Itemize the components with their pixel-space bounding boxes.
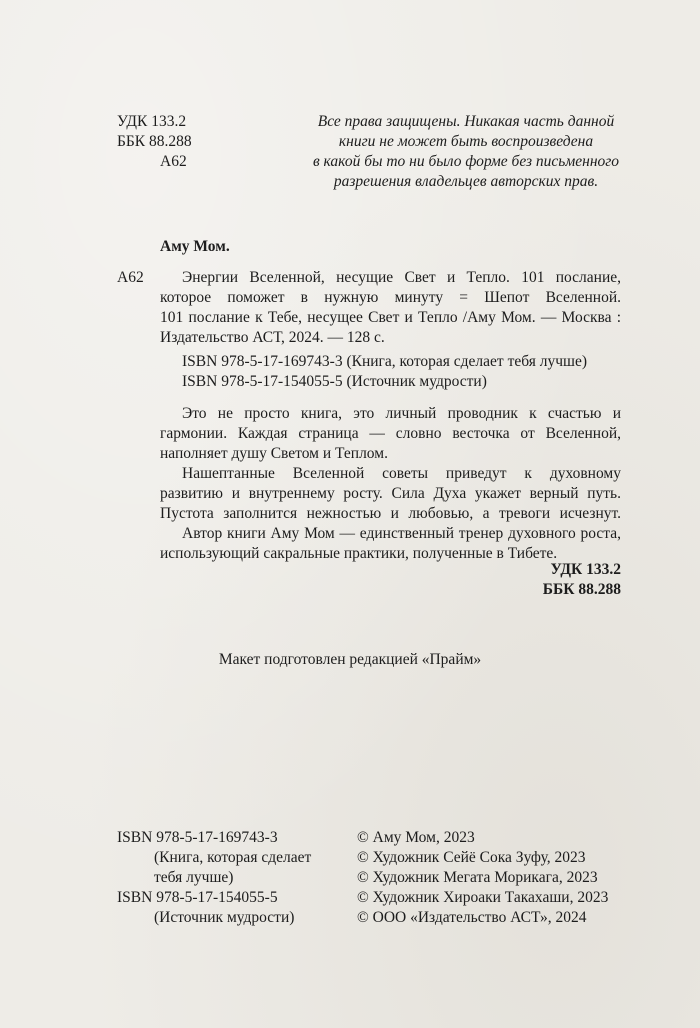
udk-top: УДК 133.2 xyxy=(117,113,187,130)
description-line: Издательство АСТ, 2024. — 128 с. xyxy=(160,329,385,346)
rights-notice-line: книги не может быть воспроизведена xyxy=(338,133,594,150)
bottom-isbn-line: ISBN 978-5-17-169743-3 xyxy=(117,829,278,846)
annotation-line: Автор книги Аму Мом — единственный тренер духовного роста, xyxy=(182,525,621,542)
annotation-line: Нашептанные Вселенной советы приведут к духовному xyxy=(182,465,621,482)
annotation xyxy=(160,404,621,564)
description-line: которое поможет в нужную минуту = Шепот Вселенной. xyxy=(160,289,621,306)
isbn-line: ISBN 978-5-17-154055-5 (Источник мудрости) xyxy=(182,373,487,390)
copyright-line: © ООО «Издательство АСТ», 2024 xyxy=(357,909,587,926)
copyright-line: © Художник Сейё Сока Зуфу, 2023 xyxy=(357,849,586,866)
copyright-line: © Аму Мом, 2023 xyxy=(357,829,475,846)
bottom-isbn-line: тебя лучше) xyxy=(154,869,234,886)
bottom-isbn-line: (Книга, которая сделает xyxy=(154,849,312,866)
bbk-bottom: ББК 88.288 xyxy=(542,581,621,598)
copyright-line: © Художник Хироаки Такахаши, 2023 xyxy=(357,889,609,906)
author-sign: А62 xyxy=(117,269,144,286)
layout-credit: Макет подготовлен редакцией «Прайм» xyxy=(218,651,482,668)
rights-notice-line: Все права защищены. Никакая часть данной xyxy=(317,113,615,130)
rights-notice-line: разрешения владельцев авторских прав. xyxy=(333,173,599,190)
copyright-line: © Художник Мегата Морикага, 2023 xyxy=(357,869,598,886)
bbk-top: ББК 88.288 xyxy=(117,133,192,150)
description-line: Энергии Вселенной, несущие Свет и Тепло. 101 послание, xyxy=(182,269,621,286)
isbn-line: ISBN 978-5-17-169743-3 (Книга, которая сделает тебя лучше) xyxy=(182,353,587,370)
annotation-line: развитию и внутреннему росту. Сила Духа укажет верный путь. xyxy=(160,485,621,502)
annotation-line: Пустота заполнится нежностью и любовью, а тревоги исчезнут. xyxy=(160,505,621,522)
author-name: Аму Мом. xyxy=(160,238,230,255)
rights-notice xyxy=(298,112,634,192)
description-line: 101 послание к Тебе, несущее Свет и Тепло /Аму Мом. — Москва : xyxy=(160,309,621,326)
annotation-line: наполняет душу Светом и Теплом. xyxy=(160,445,388,462)
classification-bottom xyxy=(460,560,621,600)
udk-bottom: УДК 133.2 xyxy=(550,561,621,578)
bibliographic-description xyxy=(160,268,621,348)
annotation-line: гармонии. Каждая страница — словно весточка от Вселенной, xyxy=(160,425,621,442)
bottom-isbn-line: (Источник мудрости) xyxy=(154,909,295,926)
author-sign-top: А62 xyxy=(160,153,187,170)
annotation-line: Это не просто книга, это личный проводник к счастью и xyxy=(182,405,621,422)
rights-notice-line: в какой бы то ни было форме без письменного xyxy=(312,153,620,170)
bottom-isbn-line: ISBN 978-5-17-154055-5 xyxy=(117,889,278,906)
annotation-line: использующий сакральные практики, полученные в Тибете. xyxy=(160,545,558,562)
